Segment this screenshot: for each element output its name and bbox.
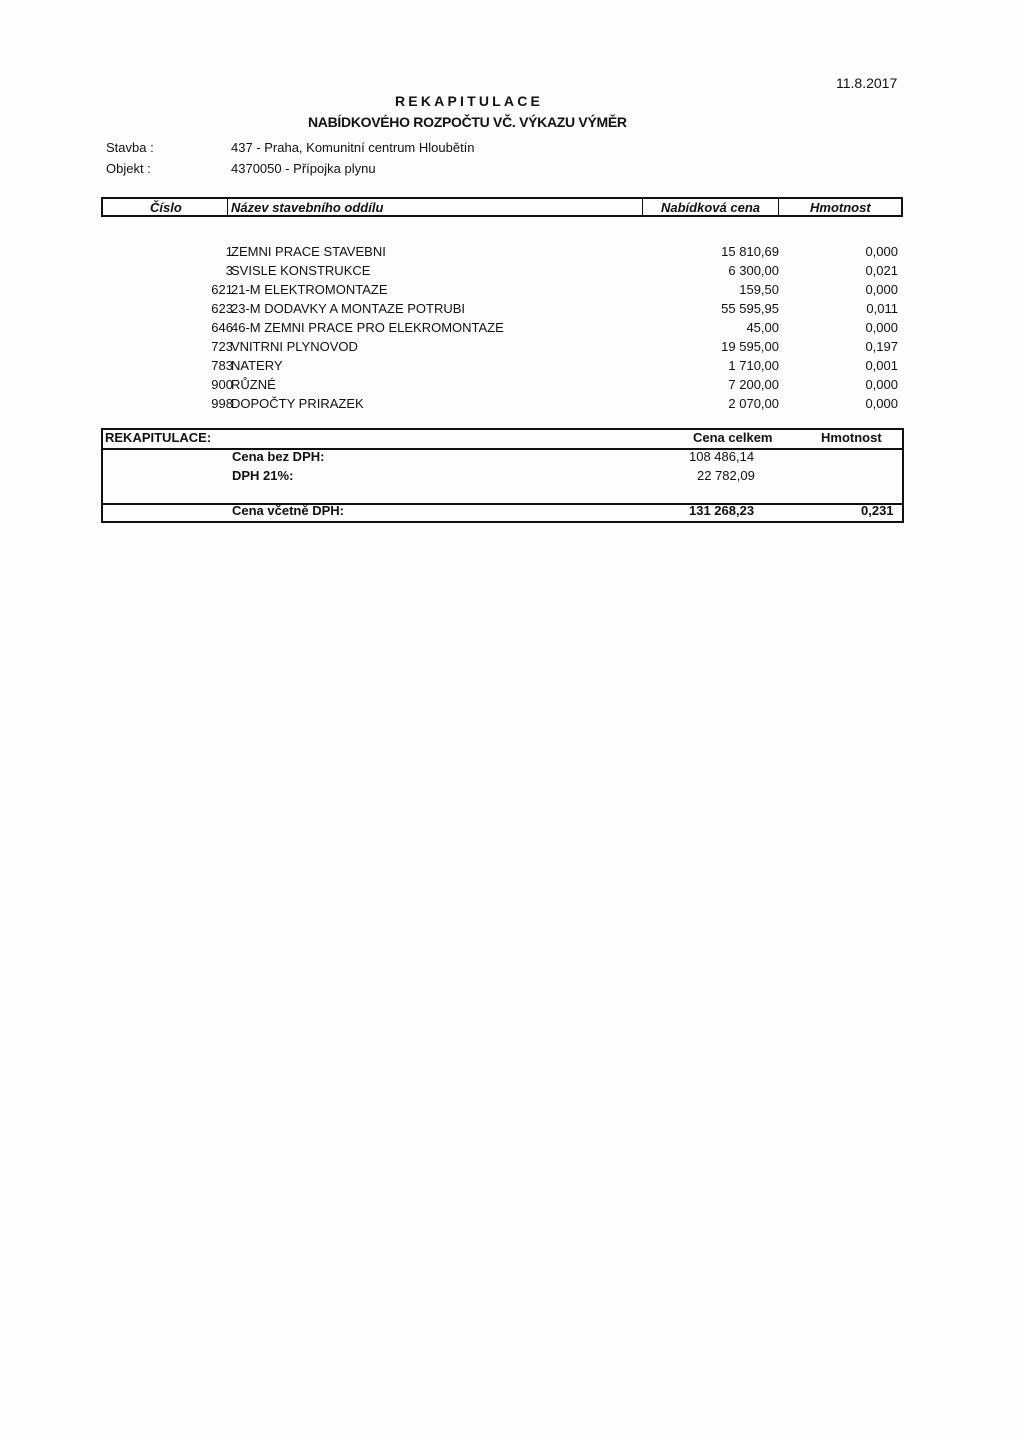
table-row [0, 301, 1024, 320]
dph-value: 22 782,09 [697, 468, 755, 483]
table-row [0, 282, 1024, 301]
table-row [0, 396, 1024, 415]
table-header [101, 197, 903, 217]
col-hmotnost: Hmotnost [810, 200, 871, 215]
objekt-value: 4370050 - Přípojka plynu [231, 161, 376, 176]
stavba-label: Stavba : [106, 140, 154, 155]
table-row [0, 377, 1024, 396]
table-row [0, 263, 1024, 282]
cena-vcetne-dph-value: 131 268,23 [689, 503, 755, 518]
row-number: 621 [211, 282, 233, 297]
col-cislo: Číslo [150, 200, 182, 215]
row-price: 55 595,95 [721, 301, 779, 316]
row-price: 6 300,00 [728, 263, 779, 278]
row-number: 3 [225, 263, 233, 278]
col-divider [227, 199, 228, 215]
row-name: DOPOČTY PRIRAZEK [231, 396, 364, 411]
row-mass: 0,000 [865, 244, 898, 259]
row-number: 998 [211, 396, 233, 411]
col-cena: Nabídková cena [661, 200, 760, 215]
row-number: 723 [211, 339, 233, 354]
row-name: 46-M ZEMNI PRACE PRO ELEKROMONTAZE [231, 320, 504, 335]
row-number: 900 [211, 377, 233, 392]
recap-col-hmotnost: Hmotnost [821, 430, 882, 445]
row-name: VNITRNI PLYNOVOD [231, 339, 358, 354]
row-mass: 0,001 [865, 358, 898, 373]
row-mass: 0,000 [865, 320, 898, 335]
row-number: 646 [211, 320, 233, 335]
cena-vcetne-dph-label: Cena včetně DPH: [232, 503, 344, 518]
row-mass: 0,000 [865, 282, 898, 297]
cena-bez-dph-value: 108 486,14 [689, 449, 755, 464]
row-number: 623 [211, 301, 233, 316]
row-price: 15 810,69 [721, 244, 779, 259]
row-mass: 0,021 [865, 263, 898, 278]
recap-total-rule [101, 503, 904, 505]
document-date: 11.8.2017 [836, 75, 898, 91]
stavba-value: 437 - Praha, Komunitní centrum Hloubětín [231, 140, 475, 155]
recap-label: REKAPITULACE: [105, 430, 212, 445]
total-mass-value: 0,231 [861, 503, 894, 518]
row-price: 45,00 [746, 320, 779, 335]
row-price: 2 070,00 [728, 396, 779, 411]
dph-label: DPH 21%: [232, 468, 294, 483]
recap-box [101, 428, 904, 523]
row-number: 1 [225, 244, 233, 259]
row-name: NATERY [231, 358, 283, 373]
row-name: RŮZNÉ [231, 377, 276, 392]
table-row [0, 320, 1024, 339]
recap-header-rule [101, 448, 904, 450]
col-nazev: Název stavebního oddílu [231, 200, 384, 215]
row-name: SVISLE KONSTRUKCE [231, 263, 371, 278]
row-name: 21-M ELEKTROMONTAZE [231, 282, 388, 297]
row-mass: 0,197 [865, 339, 898, 354]
row-price: 1 710,00 [728, 358, 779, 373]
col-divider [642, 199, 643, 215]
row-name: 23-M DODAVKY A MONTAZE POTRUBI [231, 301, 466, 316]
row-mass: 0,000 [865, 377, 898, 392]
row-mass: 0,011 [866, 301, 898, 316]
table-row [0, 244, 1024, 263]
row-price: 19 595,00 [721, 339, 779, 354]
row-price: 159,50 [739, 282, 779, 297]
recap-top-rule [101, 428, 904, 430]
row-price: 7 200,00 [728, 377, 779, 392]
table-row [0, 358, 1024, 377]
table-row [0, 339, 1024, 358]
row-number: 783 [211, 358, 233, 373]
objekt-label: Objekt : [106, 161, 151, 176]
col-divider [778, 199, 779, 215]
row-name: ZEMNI PRACE STAVEBNI [231, 244, 386, 259]
document-title: REKAPITULACE [395, 93, 544, 109]
recap-col-cena: Cena celkem [693, 430, 773, 445]
row-mass: 0,000 [865, 396, 898, 411]
cena-bez-dph-label: Cena bez DPH: [232, 449, 325, 464]
document-subtitle: NABÍDKOVÉHO ROZPOČTU VČ. VÝKAZU VÝMĚR [308, 114, 627, 130]
